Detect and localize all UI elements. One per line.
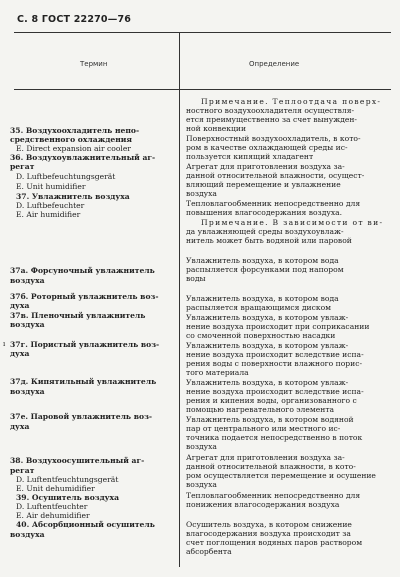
term-37a-cont: воздуха: [10, 276, 45, 285]
def-37v-l2: нение воздуха происходит при соприкасании: [186, 322, 370, 331]
def-37-l2: повышения влагосодержания воздуха.: [186, 208, 343, 217]
def-38-l4: воздуха: [186, 480, 217, 489]
note-2-l3: нитель может быть водяной или паровой: [186, 236, 352, 245]
page-header: С. 8 ГОСТ 22270—76: [17, 14, 132, 25]
margin-mark: ı: [3, 340, 6, 348]
def-37g-l4: того материала: [186, 368, 249, 377]
note-1-l4: ной конвекции: [186, 124, 247, 133]
def-36-l4: воздуха: [186, 189, 217, 198]
table-top-rule: [14, 32, 391, 33]
def-38-l3: ром осуществляется перемещение и осушение: [186, 471, 376, 480]
term-37e: 37е. Паровой увлажнитель воз-: [10, 412, 153, 421]
def-37g-l3: рения воды с поверхности влажного порис-: [186, 359, 363, 368]
term-37g: 37г. Пористый увлажнитель воз-: [10, 340, 160, 349]
def-37e-l3: точника подается непосредственно в поток: [186, 433, 363, 442]
column-divider: [179, 32, 180, 567]
term-36-de: D. Luftbefeuchtungsgerät: [16, 172, 116, 181]
term-37g-cont: духа: [10, 349, 30, 358]
def-37a: Увлажнитель воздуха, в котором вода: [186, 256, 339, 265]
term-39-de: D. Luftentfeuchter: [16, 502, 88, 511]
term-35-en: E. Direct expansion air cooler: [16, 144, 131, 153]
def-37d-l2: нение воздуха происходит вследствие испа-: [186, 387, 364, 396]
term-39-en: E. Air dehumidifier: [16, 511, 90, 520]
note-2-l2: да увлажняющей среды воздухоувлаж-: [186, 227, 344, 236]
def-40: Осушитель воздуха, в котором снижение: [186, 520, 352, 529]
term-38-en: E. Unit dehumidifier: [16, 484, 95, 493]
def-37v-l3: со смоченной поверхностью насадки: [186, 331, 336, 340]
table-header-rule: [14, 89, 391, 90]
def-36: Агрегат для приготовления воздуха за-: [186, 162, 345, 171]
def-36-l2: данной относительной влажности, осущест-: [186, 171, 365, 180]
note-1-l2: ностного воздухоохладителя осуществля-: [186, 106, 355, 115]
term-35-cont: средственного охлаждения: [10, 135, 133, 144]
def-36-l3: вляющий перемещение и увлажнение: [186, 180, 341, 189]
term-40-cont: воздуха: [10, 530, 45, 539]
def-37: Тепловлагообменник непосредственно для: [186, 199, 361, 208]
term-37d-cont: воздуха: [10, 387, 45, 396]
def-37b-l2: распыляется вращающимся диском: [186, 303, 332, 312]
def-37a-l2: распыляется форсунками под напором: [186, 265, 344, 274]
def-40-l2: влагосодержания воздуха происходит за: [186, 529, 351, 538]
term-37b-cont: духа: [10, 301, 30, 310]
column-header-term: Термин: [80, 60, 108, 68]
term-37e-cont: духа: [10, 422, 30, 431]
term-36-cont: регат: [10, 162, 35, 171]
note-2: Примечание. В зависимости от ви-: [201, 218, 384, 227]
term-35: 35. Воздухоохладитель непо-: [10, 126, 140, 135]
term-37a: 37а. Форсуночный увлажнитель: [10, 266, 155, 275]
term-37: 37. Увлажнитель воздуха: [16, 192, 130, 201]
def-40-l4: абсорбента: [186, 547, 232, 556]
def-39: Тепловлагообменник непосредственно для: [186, 491, 361, 500]
term-37-de: D. Luftbefeuchter: [16, 201, 85, 210]
term-37-en: E. Air humidifier: [16, 210, 81, 219]
def-37e: Увлажнитель воздуха, в котором водяной: [186, 415, 354, 424]
def-37e-l2: пар от центрального или местного ис-: [186, 424, 341, 433]
def-37d: Увлажнитель воздуха, в котором увлаж-: [186, 378, 349, 387]
def-37d-l3: рения и кипения воды, организованного с: [186, 396, 357, 405]
term-39: 39. Осушитель воздуха: [16, 493, 119, 502]
def-35-l3: пользуется кипящий хладагент: [186, 152, 314, 161]
term-38: 38. Воздухоосушительный аг-: [10, 456, 145, 465]
term-37v-cont: воздуха: [10, 320, 45, 329]
term-36-en: E. Unit humidifier: [16, 182, 86, 191]
column-header-definition: Определение: [249, 60, 300, 68]
term-36: 36. Воздухоувлажнительный аг-: [10, 153, 156, 162]
def-37d-l4: помощью нагревательного элемента: [186, 405, 335, 414]
def-37v: Увлажнитель воздуха, в котором увлаж-: [186, 313, 349, 322]
term-40: 40. Абсорбционный осушитель: [16, 520, 155, 529]
def-37e-l4: воздуха: [186, 442, 217, 451]
def-37b: Увлажнитель воздуха, в котором вода: [186, 294, 339, 303]
def-37g-l2: нение воздуха происходит вследствие испа-: [186, 350, 364, 359]
note-1-l3: ется преимущественно за счет вынужден-: [186, 115, 357, 124]
def-35: Поверхностный воздухоохладитель, в кото-: [186, 134, 361, 143]
def-38-l2: данной относительной влажности, в кото-: [186, 462, 356, 471]
term-38-cont: регат: [10, 466, 35, 475]
def-37g: Увлажнитель воздуха, в котором увлаж-: [186, 341, 349, 350]
def-38: Агрегат для приготовления воздуха за-: [186, 453, 345, 462]
term-37b: 37б. Роторный увлажнитель воз-: [10, 292, 159, 301]
def-37a-l3: воды: [186, 274, 206, 283]
note-1: Примечание. Теплоотдача поверх-: [201, 97, 382, 106]
term-37v: 37в. Пленочный увлажнитель: [10, 311, 146, 320]
term-37d: 37д. Кипятильный увлажнитель: [10, 377, 157, 386]
term-38-de: D. Luftentfeuchtungsgerät: [16, 475, 119, 484]
def-40-l3: счет поглощения водяных паров раствором: [186, 538, 363, 547]
def-35-l2: ром в качестве охлаждающей среды ис-: [186, 143, 348, 152]
def-39-l2: понижения влагосодержания воздуха: [186, 500, 340, 509]
